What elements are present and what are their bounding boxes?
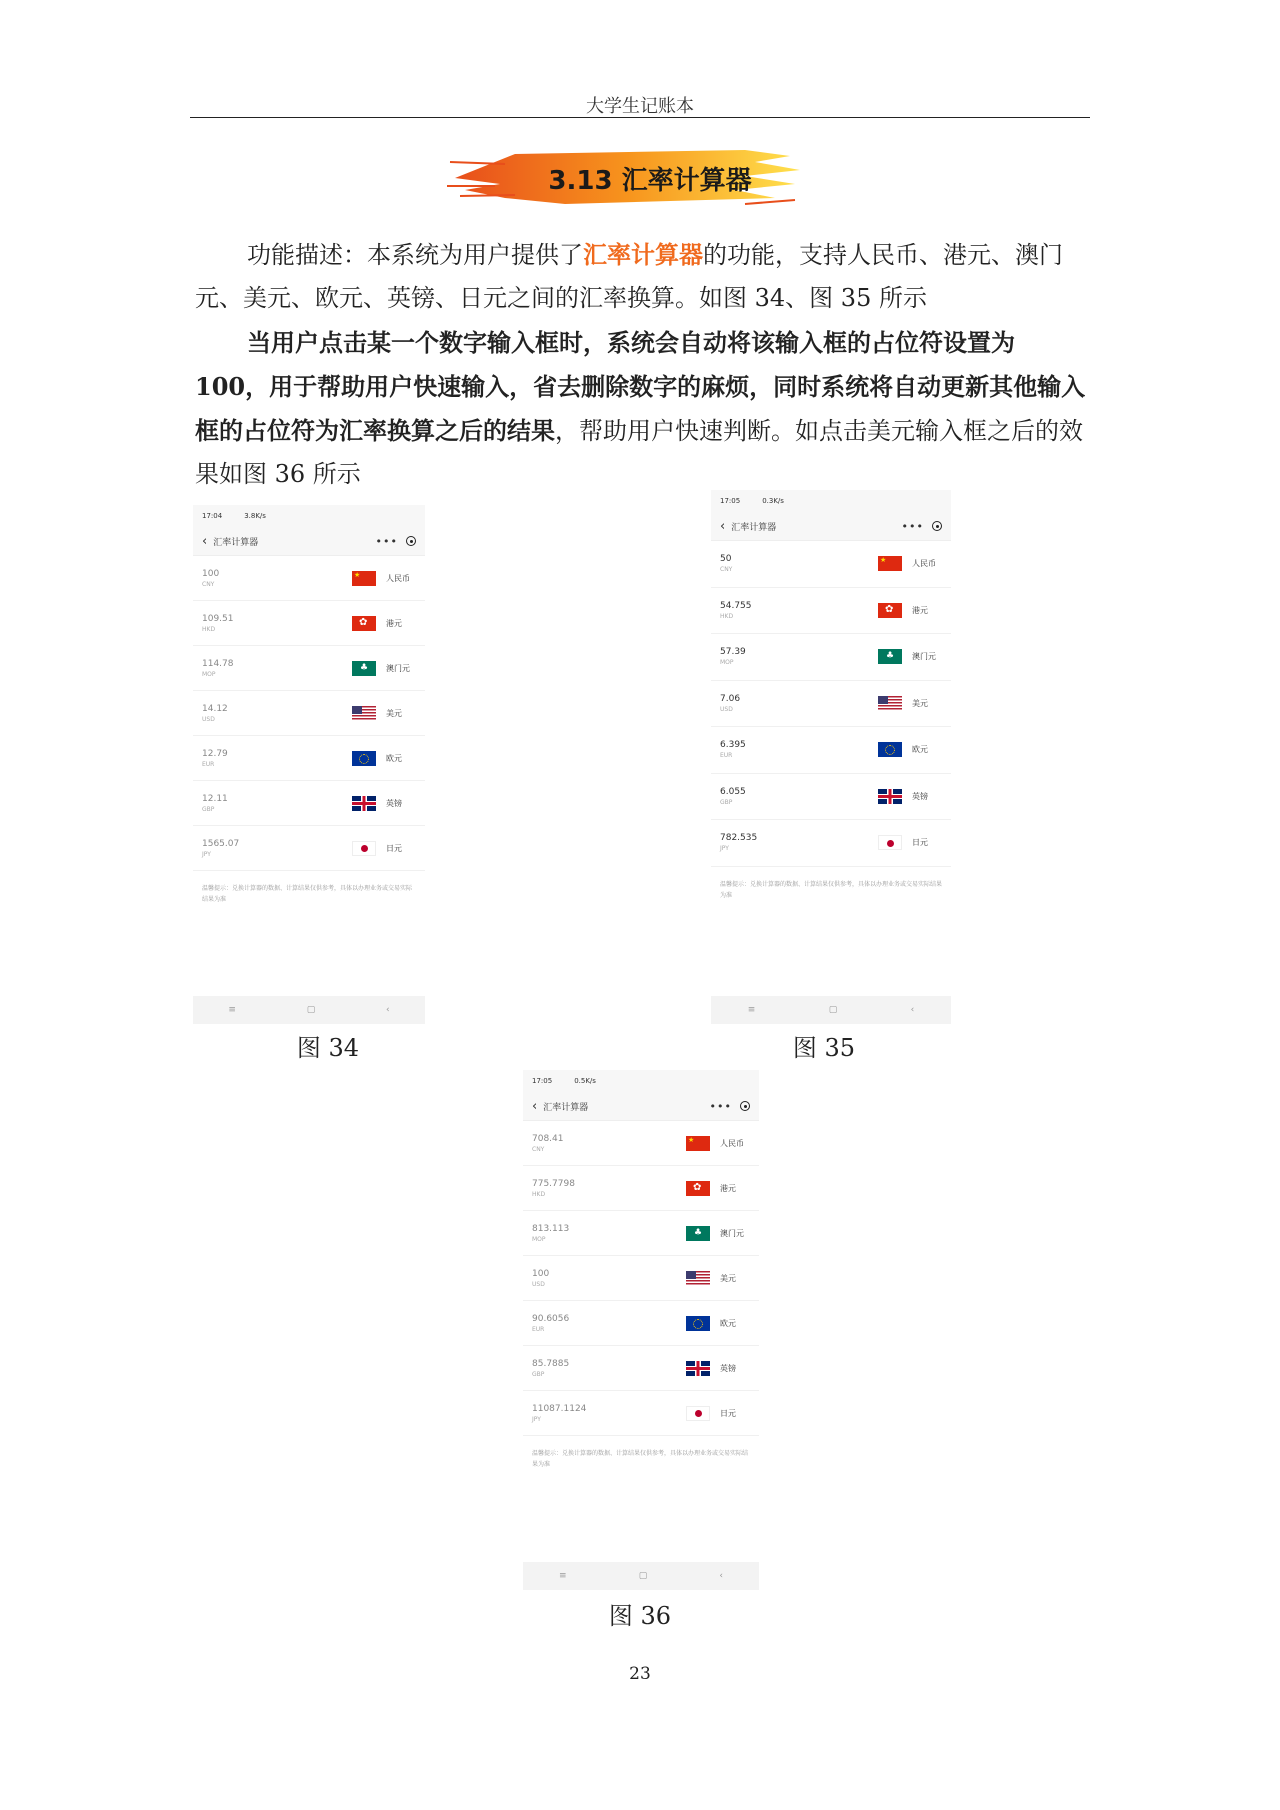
currency-row-mop[interactable]: 57.39 MOP ♣ 澳门元 — [711, 634, 951, 681]
currency-row-eur[interactable]: 90.6056 EUR 欧元 — [523, 1301, 759, 1346]
system-nav-bar — [193, 996, 425, 1024]
currency-row-mop[interactable]: 813.113 MOP ♣ 澳门元 — [523, 1211, 759, 1256]
home-icon[interactable]: ▢ — [638, 1571, 648, 1581]
menu-icon[interactable]: ≡ — [228, 1005, 236, 1015]
nav-title: 汇率计算器 — [731, 522, 777, 533]
hong-kong-flag-icon — [352, 616, 376, 631]
back-icon[interactable]: ‹ — [202, 533, 208, 549]
currency-row-gbp[interactable]: 6.055 GBP 英镑 — [711, 774, 951, 821]
currency-row-hkd[interactable]: 775.7798 HKD ✿ 港元 — [523, 1166, 759, 1211]
uk-flag-icon — [352, 796, 376, 811]
uk-flag-icon — [878, 789, 902, 804]
disclaimer-tip: 温馨提示：兑换计算器的数据、计算结果仅供参考，具体以办理业务或交易实际结果为准 — [532, 1450, 749, 1468]
back-icon[interactable]: ‹ — [720, 518, 726, 534]
back-icon[interactable]: ‹ — [532, 1098, 538, 1114]
china-flag-icon — [352, 571, 376, 586]
macau-flag-icon — [686, 1226, 710, 1241]
currency-row-usd[interactable]: 7.06 USD 美元 — [711, 681, 951, 728]
eu-flag-icon — [878, 742, 902, 757]
back-nav-icon[interactable]: ‹ — [385, 1005, 390, 1015]
status-bar: 17:05 0.3K/s — [711, 490, 951, 512]
highlight-term: 汇率计算器 — [583, 241, 703, 269]
nav-bar — [523, 1092, 759, 1121]
running-header: 大学生记账本 — [586, 96, 694, 117]
disclaimer-tip: 温馨提示：兑换计算器的数据、计算结果仅供参考，具体以办理业务或交易实际结果为准 — [202, 885, 413, 903]
japan-flag-icon — [686, 1406, 710, 1421]
back-nav-icon[interactable]: ‹ — [719, 1571, 723, 1581]
usa-flag-icon — [878, 696, 902, 711]
back-nav-icon[interactable]: ‹ — [910, 1005, 915, 1015]
currency-row-cny[interactable]: 100 CNY ★ 人民币 — [193, 556, 425, 601]
usa-flag-icon — [686, 1271, 710, 1286]
hong-kong-flag-icon — [686, 1181, 710, 1196]
nav-bar — [193, 527, 425, 556]
currency-row-gbp[interactable]: 12.11 GBP 英镑 — [193, 781, 425, 826]
system-nav-bar — [711, 996, 951, 1024]
disclaimer-tip: 温馨提示：兑换计算器的数据、计算结果仅供参考，具体以办理业务或交易实际结果为准 — [720, 880, 943, 899]
system-nav-bar — [523, 1562, 759, 1590]
home-icon[interactable]: ▢ — [828, 1005, 838, 1015]
currency-row-cny[interactable]: 708.41 CNY ★ 人民币 — [523, 1121, 759, 1166]
figure-34-caption: 图 34 — [296, 1034, 360, 1062]
menu-icon[interactable]: ≡ — [747, 1005, 756, 1015]
eu-flag-icon — [686, 1316, 710, 1331]
status-bar: 17:04 3.8K/s — [193, 505, 425, 527]
page-number: 23 — [629, 1664, 651, 1684]
currency-row-jpy[interactable]: 782.535 JPY 日元 — [711, 820, 951, 867]
close-target-icon[interactable] — [932, 521, 942, 531]
japan-flag-icon — [878, 835, 902, 850]
currency-row-cny[interactable]: 50 CNY ★ 人民币 — [711, 541, 951, 588]
home-icon[interactable]: ▢ — [306, 1005, 316, 1015]
more-menu-icon[interactable]: ••• — [375, 534, 398, 548]
china-flag-icon — [686, 1136, 710, 1151]
nav-bar — [711, 512, 951, 541]
macau-flag-icon — [352, 661, 376, 676]
currency-row-hkd[interactable]: 54.755 HKD ✿ 港元 — [711, 588, 951, 635]
uk-flag-icon — [686, 1361, 710, 1376]
usa-flag-icon — [352, 706, 376, 721]
china-flag-icon — [878, 556, 902, 571]
japan-flag-icon — [352, 841, 376, 856]
currency-row-jpy[interactable]: 11087.1124 JPY 日元 — [523, 1391, 759, 1436]
currency-row-usd[interactable]: 100 USD 美元 — [523, 1256, 759, 1301]
currency-row-hkd[interactable]: 109.51 HKD ✿ 港元 — [193, 601, 425, 646]
more-menu-icon[interactable]: ••• — [709, 1099, 732, 1113]
eu-flag-icon — [352, 751, 376, 766]
macau-flag-icon — [878, 649, 902, 664]
paragraph-description: 功能描述：本系统为用户提供了汇率计算器的功能，支持人民币、港元、澳门元、美元、欧元、英镑、日元之间的汇率换算。如图 34、图 35 所示 — [195, 241, 1063, 312]
currency-row-eur[interactable]: 12.79 EUR 欧元 — [193, 736, 425, 781]
figure-35-caption: 图 35 — [792, 1034, 856, 1062]
section-title: 3.13 汇率计算器 — [548, 166, 752, 196]
nav-title: 汇率计算器 — [213, 537, 259, 548]
nav-title: 汇率计算器 — [543, 1102, 589, 1113]
hong-kong-flag-icon — [878, 603, 902, 618]
currency-row-eur[interactable]: 6.395 EUR 欧元 — [711, 727, 951, 774]
header-rule — [190, 117, 1090, 118]
figure-36-screenshot — [523, 1070, 759, 1590]
figure-36-caption: 图 36 — [608, 1602, 672, 1630]
more-menu-icon[interactable]: ••• — [901, 519, 924, 533]
currency-row-gbp[interactable]: 85.7885 GBP 英镑 — [523, 1346, 759, 1391]
currency-row-usd[interactable]: 14.12 USD 美元 — [193, 691, 425, 736]
close-target-icon[interactable] — [406, 536, 416, 546]
figure-35-screenshot — [711, 490, 951, 1024]
status-bar: 17:05 0.5K/s — [523, 1070, 759, 1092]
menu-icon[interactable]: ≡ — [559, 1571, 567, 1581]
currency-row-jpy[interactable]: 1565.07 JPY 日元 — [193, 826, 425, 871]
currency-row-mop[interactable]: 114.78 MOP ♣ 澳门元 — [193, 646, 425, 691]
figure-34-screenshot — [193, 505, 425, 1024]
paragraph-behavior: 当用户点击某一个数字输入框时，系统会自动将该输入框的占位符设置为 100，用于帮助用户快速输入，省去删除数字的麻烦，同时系统将自动更新其他输入框的占位符为汇率换算之后的结果，帮助用户快速判断。如点击美元输入框之后的效果如图 36 所示 — [195, 328, 1086, 488]
close-target-icon[interactable] — [740, 1101, 750, 1111]
